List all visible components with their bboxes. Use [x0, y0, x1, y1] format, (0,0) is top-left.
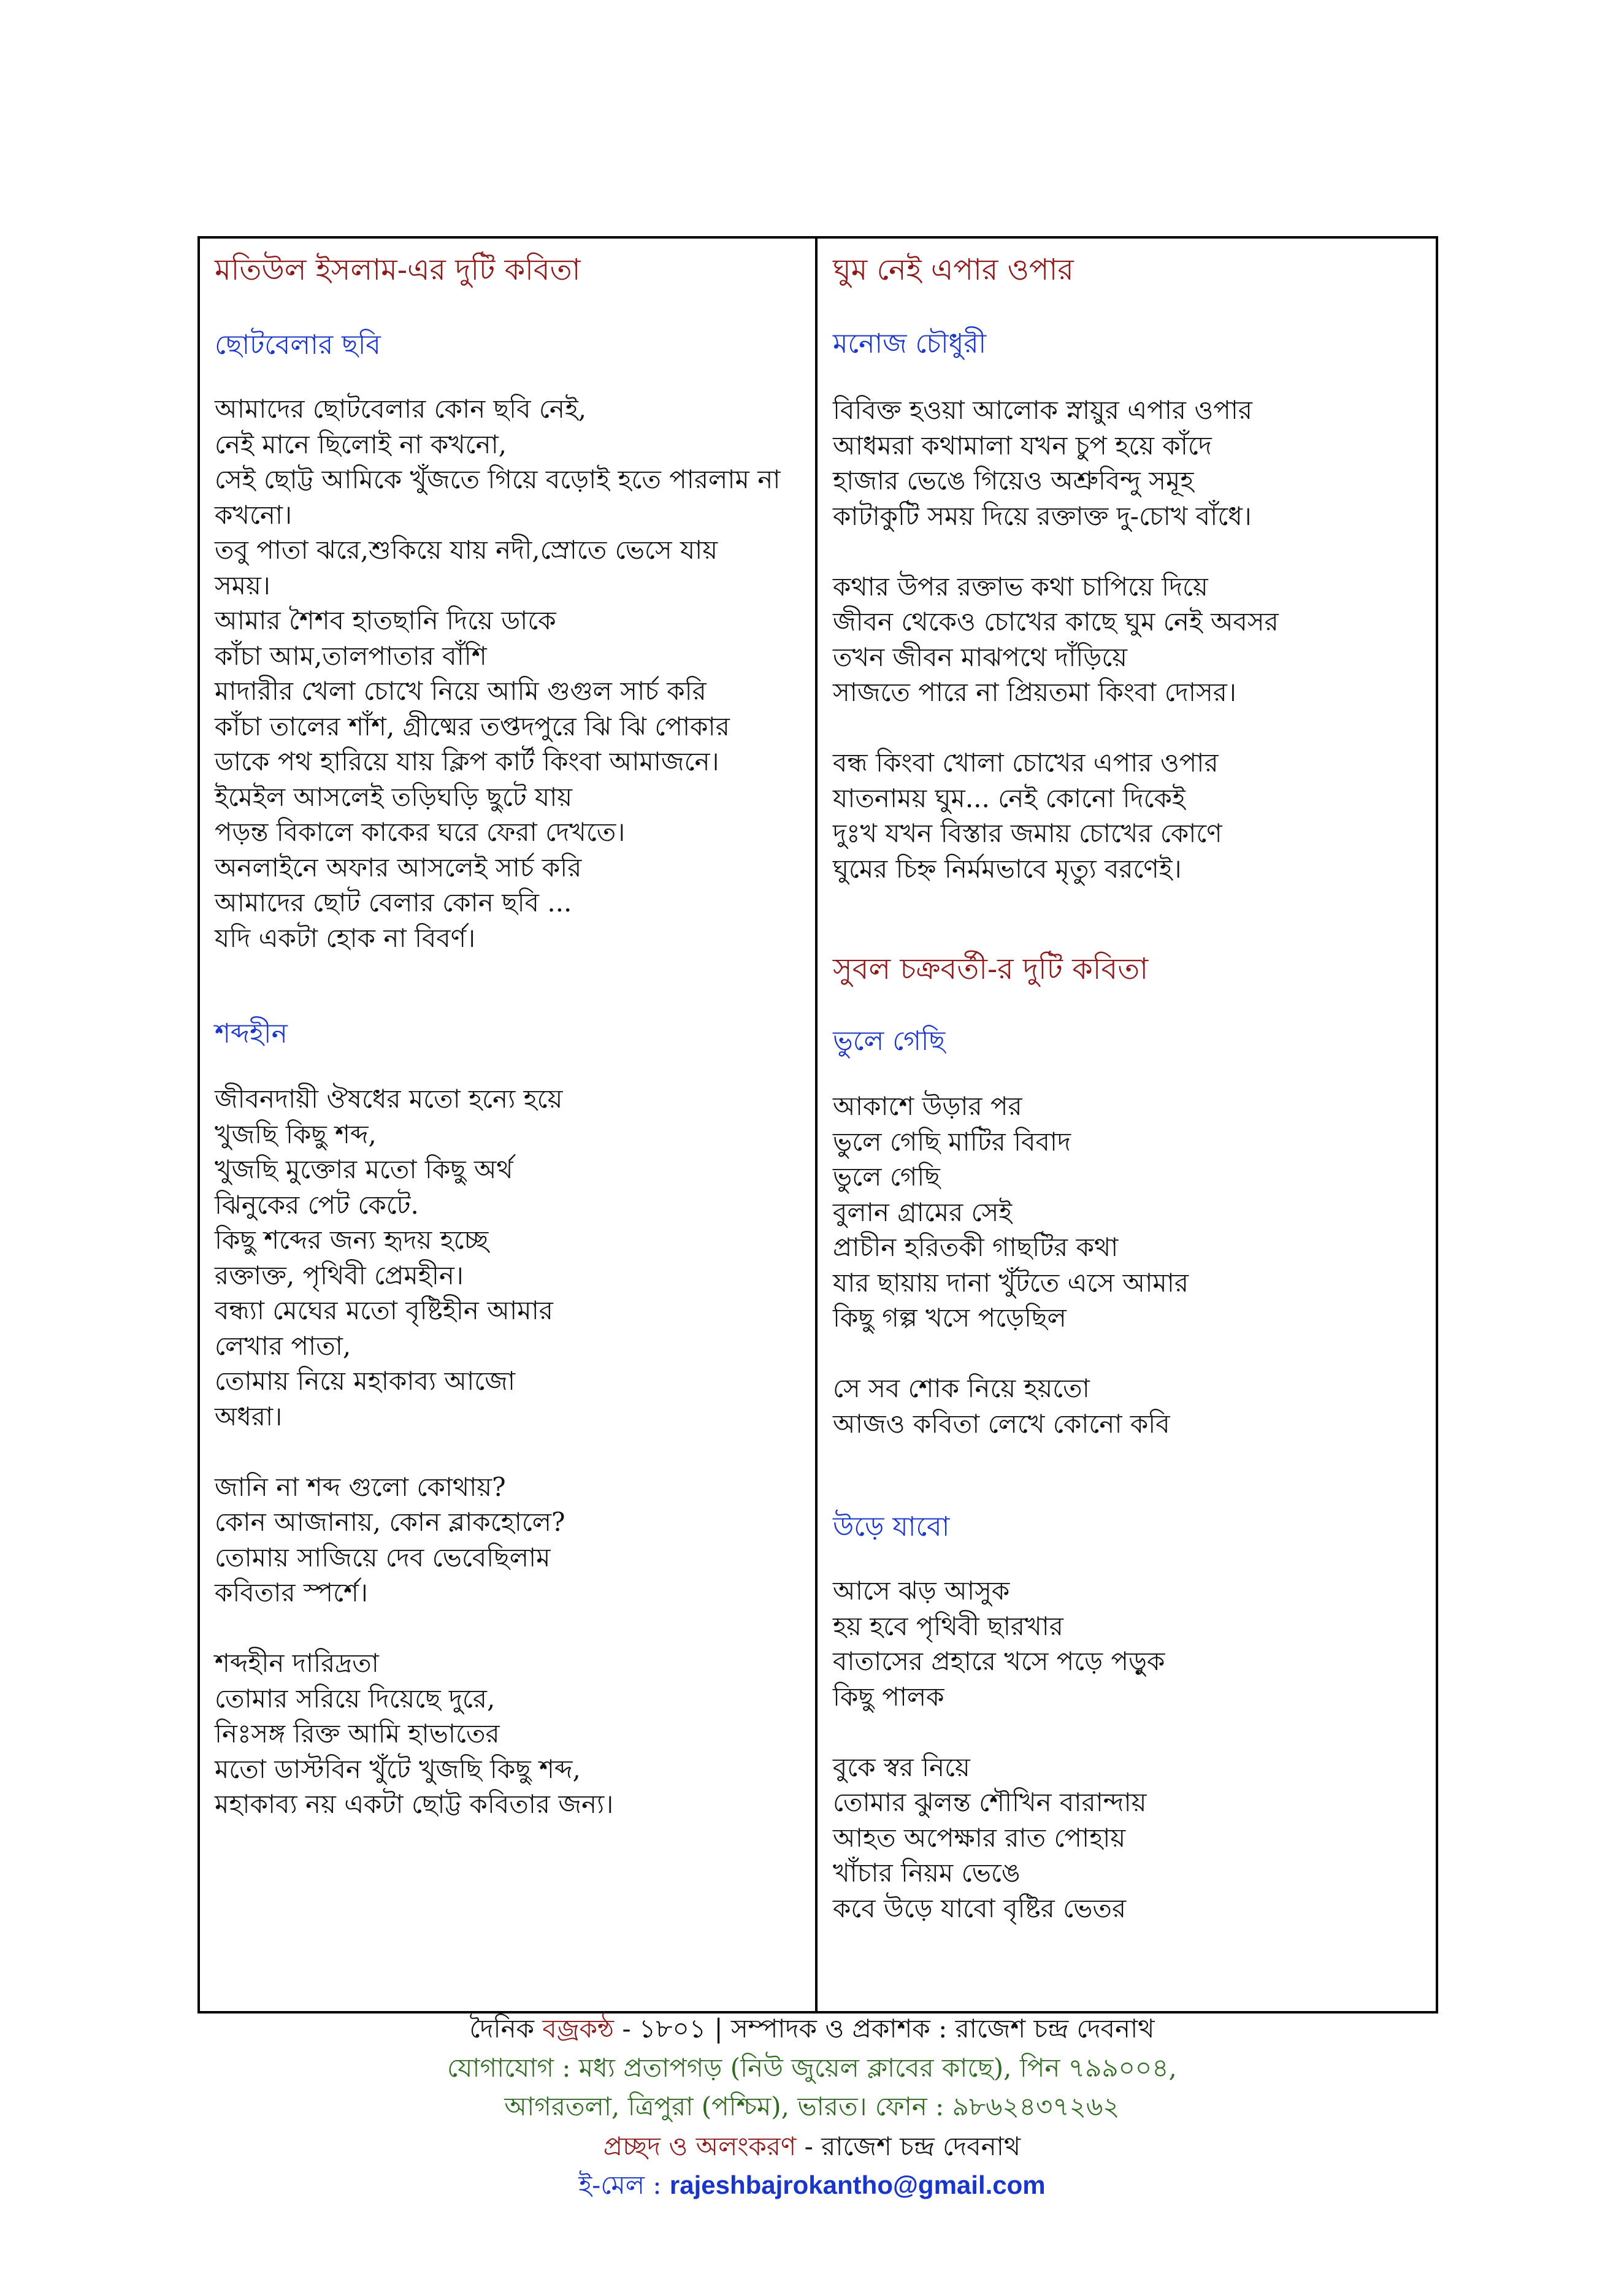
poem-line: আসে ঝড় আসুক	[833, 1576, 1010, 1606]
poem-line: আমার শৈশব হাতছানি দিয়ে ডাকে	[215, 605, 556, 635]
poem-line: নিঃসঙ্গ রিক্ত আমি হাভাতের	[215, 1718, 500, 1749]
footer-address-line: যোগাযোগ : মধ্য প্রতাপগড় (নিউ জুয়েল ক্লাবের কাছে), পিন ৭৯৯০০৪,	[447, 2053, 1177, 2083]
poem-line	[215, 1611, 613, 1646]
poem-line: ইমেইল আসলেই তড়িঘড়ি ছুটে যায়	[215, 781, 573, 812]
poem-line: হয় হবে পৃথিবী ছারখার	[833, 1611, 1063, 1641]
poem-line: তোমার সরিয়ে দিয়েছে দুরে,	[215, 1683, 496, 1714]
poem-line: আমাদের ছোটবেলার কোন ছবি নেই,	[215, 394, 587, 424]
poem-line: অধরা।	[215, 1401, 283, 1431]
poem-line: আমাদের ছোট বেলার কোন ছবি ...	[215, 887, 572, 918]
poem-line: বাতাসের প্রহারে খসে পড়ে পড়ুক	[833, 1646, 1165, 1676]
poem-author-manoj: মনোজ চৌধুরী	[833, 328, 987, 359]
paper-name: বজ্রকন্ঠ	[542, 2013, 615, 2044]
poem-title-chotobelar-chobi: ছোটবেলার ছবি	[215, 329, 381, 361]
poem-line	[215, 1434, 613, 1469]
poem-line: সময়।	[215, 570, 270, 600]
poem-line: বন্ধ্যা মেঘের মতো বৃষ্টিহীন আমার	[215, 1295, 553, 1325]
poem-line: কিছু পালক	[833, 1681, 944, 1712]
poem-line: সে সব শোক নিয়ে হয়তো	[833, 1373, 1090, 1403]
poem-line: আহত অপেক্ষার রাত পোহায়	[833, 1822, 1126, 1853]
column-divider	[815, 236, 818, 2013]
poem-line: সেই ছোট্ট আমিকে খুঁজতে গিয়ে বড়োই হতে পারলাম না	[215, 464, 781, 494]
poem-line: তবু পাতা ঝরে,শুকিয়ে যায় নদী,স্রোতে ভেসে যায়	[215, 535, 718, 565]
poem-line	[833, 1714, 1165, 1750]
poem-line: বুকে স্বর নিয়ে	[833, 1752, 970, 1782]
poem-line: আধমরা কথামালা যখন চুপ হয়ে কাঁদে	[833, 430, 1212, 461]
poem-line: আকাশে উড়ার পর	[833, 1091, 1022, 1121]
footer-publisher-line: দৈনিক বজ্রকন্ঠ - ১৮০১ | সম্পাদক ও প্রকাশক : রাজেশ চন্দ্র দেবনাথ	[469, 2013, 1155, 2044]
poem-line: মাদারীর খেলা চোখে নিয়ে আমি গুগুল সার্চ করি	[215, 676, 707, 706]
poem-body-ure-jabo	[833, 1573, 1165, 1926]
poem-line: খুজছি কিছু শব্দ,	[215, 1119, 377, 1149]
poem-line: রক্তাক্ত, পৃথিবী প্রেমহীন।	[215, 1260, 464, 1290]
poem-line: খুজছি মুক্তোর মতো কিছু অর্থ	[215, 1154, 513, 1184]
right-poem-title-ghum: ঘুম নেই এপার ওপার	[833, 253, 1074, 287]
poem-line: কোন আজানায়, কোন ব্লাকহোলে?	[215, 1507, 565, 1537]
poem-line: পড়ন্ত বিকালে কাকের ঘরে ফেরা দেখতে।	[215, 817, 626, 847]
poem-line: যদি একটা হোক না বিবর্ণ।	[215, 922, 476, 953]
poem-line: তখন জীবন মাঝপথে দাঁড়িয়ে	[833, 642, 1127, 672]
poem-line: জানি না শব্দ গুলো কোথায়?	[215, 1471, 506, 1502]
poem-line: সাজতে পারে না প্রিয়তমা কিংবা দোসর।	[833, 677, 1236, 707]
poem-line: ভুলে গেছি মাটির বিবাদ	[833, 1126, 1071, 1157]
poem-body-ghum	[833, 393, 1279, 886]
poem-line: কবিতার স্পর্শে।	[215, 1577, 368, 1607]
poem-body-chotobelar-chobi	[215, 391, 780, 956]
poem-line: ভুলে গেছি	[833, 1162, 940, 1192]
poem-line: দুঃখ যখন বিস্তার জমায় চোখের কোণে	[833, 818, 1222, 848]
poem-body-shobdohin	[215, 1081, 613, 1822]
poem-line: লেখার পাতা,	[215, 1330, 351, 1361]
poem-line: মতো ডাস্টবিন খুঁটে খুজছি কিছু শব্দ,	[215, 1753, 581, 1784]
left-section-title: মতিউল ইসলাম-এর দুটি কবিতা	[215, 253, 581, 287]
poem-line: ডাকে পথ হারিয়ে যায় ক্লিপ কার্ট কিংবা আমাজনে।	[215, 746, 719, 776]
poem-title-shobdohin: শব্দহীন	[215, 1018, 288, 1049]
poem-line: জীবন থেকেও চোখের কাছে ঘুম নেই অবসর	[833, 607, 1279, 637]
poem-line: বুলান গ্রামের সেই	[833, 1197, 1013, 1227]
poem-line: নেই মানে ছিলোই না কখনো,	[215, 429, 507, 459]
poem-line: কখনো।	[215, 499, 293, 530]
footer-email-line: ই-মেল : rajeshbajrokantho@gmail.com	[578, 2170, 1046, 2200]
poem-line: কাঁচা আম,তালপাতার বাঁশি	[215, 640, 487, 671]
poem-line: যার ছায়ায় দানা খুঁটতে এসে আমার	[833, 1267, 1189, 1298]
footer-cover-credit: প্রচ্ছদ ও অলংকরণ - রাজেশ চন্দ্র দেবনাথ	[603, 2131, 1021, 2161]
poem-line: জীবনদায়ী ঔষধের মতো হন্যে হয়ে	[215, 1084, 563, 1114]
poem-line: তোমার ঝুলন্ত শৌখিন বারান্দায়	[833, 1787, 1147, 1817]
poem-line: কিছু গল্প খসে পড়েছিল	[833, 1303, 1067, 1333]
poem-line: কিছু শব্দের জন্য হৃদয় হচ্ছে	[215, 1225, 489, 1255]
poem-line: প্রাচীন হরিতকী গাছটির কথা	[833, 1232, 1119, 1262]
poem-title-ure-jabo: উড়ে যাবো	[833, 1511, 950, 1542]
poem-line: যাতনাময় ঘুম... নেই কোনো দিকেই	[833, 783, 1185, 813]
poem-line: অনলাইনে অফার আসলেই সার্চ করি	[215, 852, 582, 883]
poem-line	[833, 1336, 1189, 1371]
poem-line: কথার উপর রক্তাভ কথা চাপিয়ে দিয়ে	[833, 571, 1208, 602]
poem-title-bhule-gechi: ভুলে গেছি	[833, 1025, 946, 1057]
poem-line: তোমায় নিয়ে মহাকাব্য আজো	[215, 1366, 516, 1396]
poem-line: ঘুমের চিহ্ন নির্মমভাবে মৃত্যু বরণেই।	[833, 853, 1182, 884]
poem-line: শব্দহীন দারিদ্রতা	[215, 1648, 379, 1678]
poem-line: কাটাকুটি সময় দিয়ে রক্তাক্ত দু-চোখ বাঁধে।	[833, 500, 1252, 531]
email-link[interactable]: rajeshbajrokantho@gmail.com	[669, 2170, 1046, 2199]
poem-line: ঝিনুকের পেট কেটে.	[215, 1189, 419, 1220]
poem-line: মহাকাব্য নয় একটা ছোট্ট কবিতার জন্য।	[215, 1789, 614, 1819]
footer-city-phone-line: আগরতলা, ত্রিপুরা (পশ্চিম), ভারত। ফোন : ৯৮৬২৪৩৭২৬২	[504, 2091, 1120, 2121]
right-section-title-subal: সুবল চক্রবর্তী-র দুটি কবিতা	[833, 952, 1149, 986]
poem-line: তোমায় সাজিয়ে দেব ভেবেছিলাম	[215, 1542, 551, 1573]
poem-line	[833, 710, 1279, 746]
poem-line	[833, 534, 1279, 569]
poem-line: খাঁচার নিয়ম ভেঙে	[833, 1858, 1021, 1888]
poem-line: আজও কবিতা লেখে কোনো কবি	[833, 1408, 1170, 1439]
poem-body-bhule-gechi	[833, 1089, 1189, 1441]
poem-line: বিবিক্ত হওয়া আলোক স্নায়ুর এপার ওপার	[833, 395, 1253, 425]
poem-line: বন্ধ কিংবা খোলা চোখের এপার ওপার	[833, 748, 1219, 778]
poem-line: কবে উড়ে যাবো বৃষ্টির ভেতর	[833, 1893, 1127, 1923]
poem-line: কাঁচা তালের শাঁশ, গ্রীষ্মের তপ্তদপুরে ঝি ঝি পোকার	[215, 711, 730, 741]
poem-line: হাজার ভেঙে গিয়েও অশ্রুবিন্দু সমূহ	[833, 466, 1194, 496]
